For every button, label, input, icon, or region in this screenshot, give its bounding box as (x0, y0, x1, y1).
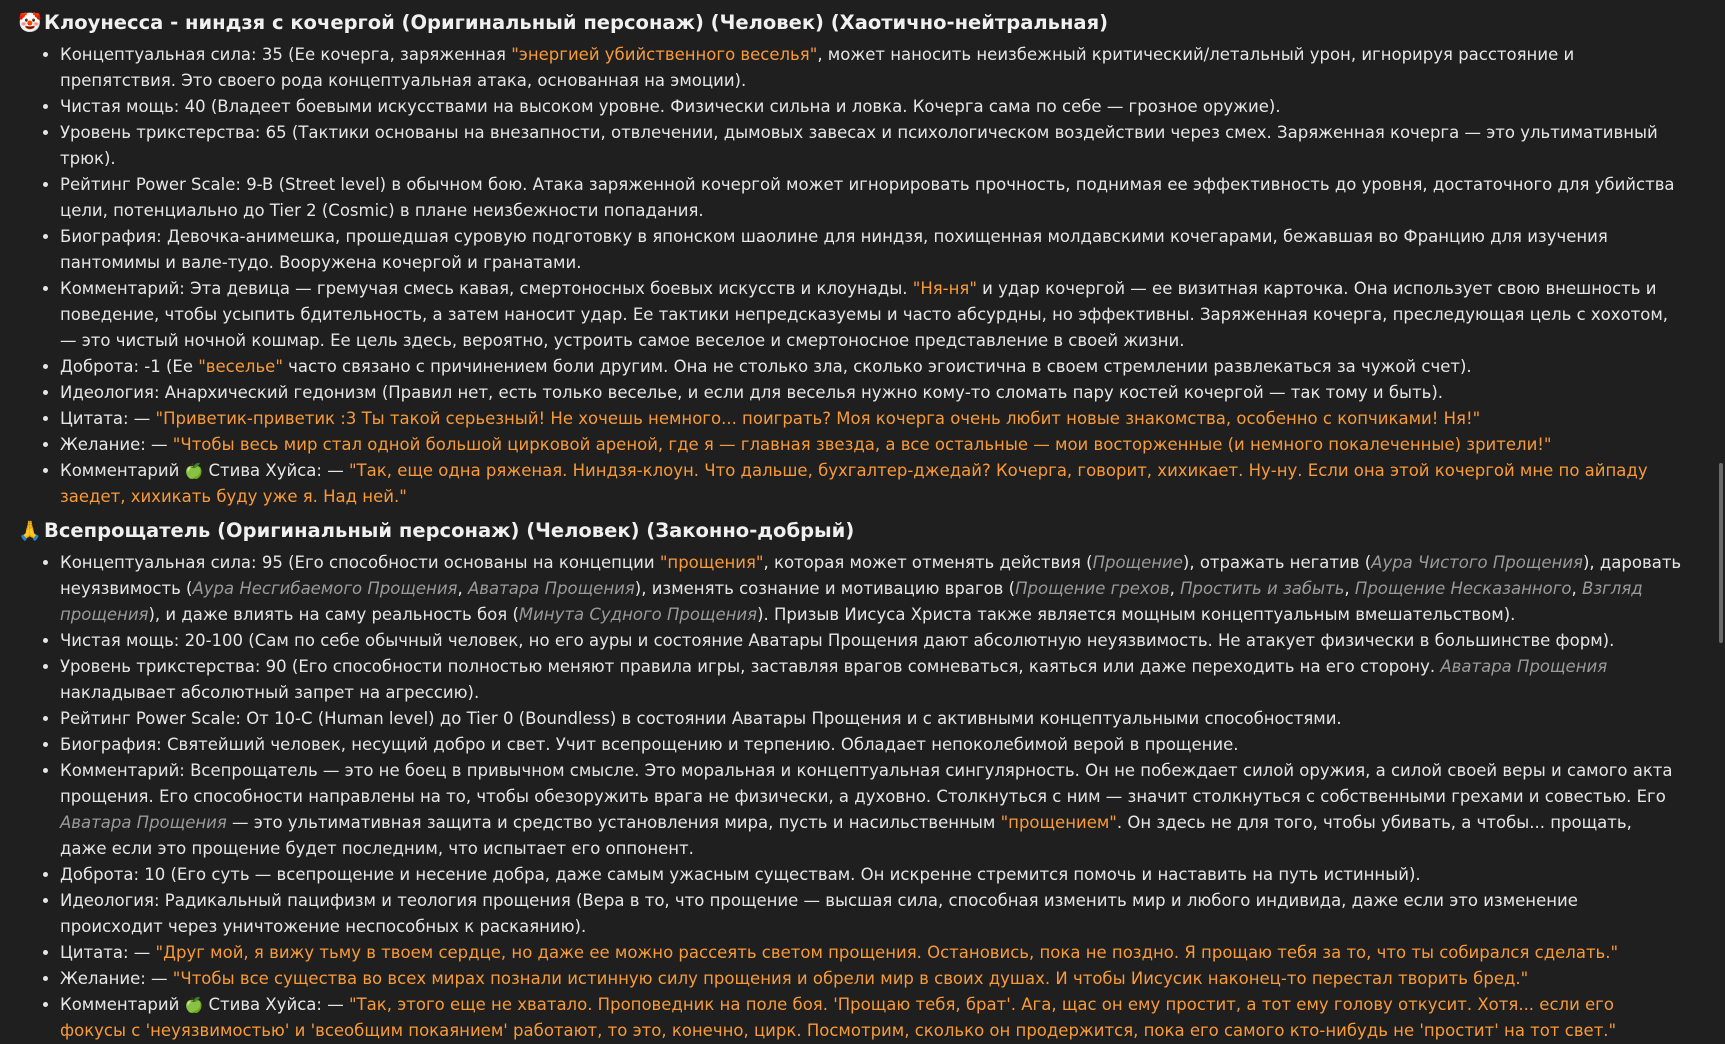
clown-face-icon: 🤡 (18, 12, 42, 34)
chat-message (18, 8, 1683, 1044)
list-item: • Уровень трикстерства: 90 (Его способности полностью меняют правила игры, заставляя врагов сомневаться, каяться или даже переходить на его сторону. Аватара Прощения накладывает абсолютный запрет на агрессию). (60, 654, 1683, 706)
list-item: • Цитата: — "Друг мой, я вижу тьму в твоем сердце, но даже ее можно рассеять светом прощения. Остановись, пока не поздно. Я прощаю тебя за то, что ты собирался сделать." (60, 940, 1683, 966)
list-item: • Комментарий 🍏 Стива Хуйса: — "Так, еще одна ряженая. Ниндзя-клоун. Что дальше, бухгалтер-джедай? Кочерга, говорит, хихикает. Ну-ну. Если она этой кочергой мне по айпаду заедет, хихикать буду уже я. Над ней." (60, 458, 1683, 510)
list-item: • Концептуальная сила: 95 (Его способности основаны на концепции "прощения", которая может отменять действия (Прощение), отражать негатив (Аура Чистого Прощения), даровать неуязвимость (Аура Несгибаемого Прощения, Аватара Прощения), изменять сознание и мотивацию врагов (Прощение грехов, Простить и забыть, Прощение Несказанного, Взгляд прощения), и даже влиять на саму реальность боя (Минута Судного Прощения). Призыв Иисуса Христа также является мощным концептуальным вмешательством). (60, 550, 1683, 628)
green-apple-icon: 🍏 (184, 462, 204, 480)
list-item: • Рейтинг Power Scale: 9-B (Street level) в обычном бою. Атака заряженной кочергой может игнорировать прочность, поднимая ее эффективность до уровня, достаточного для убийства цели, потенциально до Tier 2 (Cosmic) в плане неизбежности попадания. (60, 172, 1683, 224)
list-item: • Концептуальная сила: 35 (Ее кочерга, заряженная "энергией убийственного веселья", может наносить неизбежный критический/летальный урон, игнорируя расстояние и препятствия. Это своего рода концептуальная атака, основанная на эмоции). (60, 42, 1683, 94)
list-item: • Уровень трикстерства: 65 (Тактики основаны на внезапности, отвлечении, дымовых завесах и психологическом воздействии через смех. Заряженная кочерга — это ультимативный трюк). (60, 120, 1683, 172)
stats-list (18, 42, 1683, 510)
list-item: • Доброта: -1 (Ее "веселье" часто связано с причинением боли другим. Она не столько зла, сколько эгоистична в своем стремлении развлекаться за чужой счет). (60, 354, 1683, 380)
list-item: • Рейтинг Power Scale: От 10-C (Human level) до Tier 0 (Boundless) в состоянии Аватары Прощения и с активными концептуальными способностями. (60, 706, 1683, 732)
scrollbar-thumb[interactable] (1719, 463, 1723, 643)
list-item: • Цитата: — "Приветик-приветик :3 Ты такой серьезный! Не хочешь немного... поиграть? Моя кочерга очень любит новые знакомства, особенно с копчиками! Ня!" (60, 406, 1683, 432)
list-item: • Биография: Святейший человек, несущий добро и свет. Учит всепрощению и терпению. Обладает непоколебимой верой в прощение. (60, 732, 1683, 758)
list-item: • Комментарий 🍏 Стива Хуйса: — "Так, этого еще не хватало. Проповедник на поле боя. 'Прощаю тебя, брат'. Ага, щас он ему простит, а тот ему голову откусит. Хотя... если его фокусы с 'неуязвимостью' и 'всеобщим покаянием' работают, то это, конечно, цирк. Посмотрим, сколько он продержится, пока его самого кто-нибудь не 'простит' на тот свет." (60, 992, 1683, 1044)
list-item: • Желание: — "Чтобы весь мир стал одной большой цирковой ареной, где я — главная звезда, а все остальные — мои восторженные (и немного покалеченные) зрители!" (60, 432, 1683, 458)
section-heading-clown (18, 8, 1683, 38)
list-item: • Чистая мощь: 20-100 (Сам по себе обычный человек, но его ауры и состояние Аватары Прощения дают абсолютную неуязвимость. Не атакует физически в большинстве форм). (60, 628, 1683, 654)
list-item: • Биография: Девочка-анимешка, прошедшая суровую подготовку в японском шаолине для ниндзя, похищенная молдавскими кочегарами, бежавшая во Францию для изучения пантомимы и вале-тудо. Вооружена кочергой и гранатами. (60, 224, 1683, 276)
section-title: Всепрощатель (Оригинальный персонаж) (Человек) (Законно-добрый) (44, 519, 855, 542)
list-item: • Комментарий: Эта девица — гремучая смесь кавая, смертоносных боевых искусств и клоунады. "Ня-ня" и удар кочергой — ее визитная карточка. Она использует свою внешность и поведение, чтобы усыпить бдительность, а затем наносит удар. Ее тактики непредсказуемы и часто абсурдны, но эффективны. Заряженная кочерга, преследующая цель с хохотом, — это чистый ночной кошмар. Ее цель здесь, вероятно, устроить самое веселое и смертоносное представление в своей жизни. (60, 276, 1683, 354)
list-item: • Идеология: Радикальный пацифизм и теология прощения (Вера в то, что прощение — высшая сила, способная изменить мир и любого индивида, даже если это изменение происходит через уничтожение неспособных к раскаянию). (60, 888, 1683, 940)
section-title: Клоунесса - ниндзя с кочергой (Оригинальный персонаж) (Человек) (Хаотично-нейтральная) (44, 11, 1109, 34)
list-item: • Комментарий: Всепрощатель — это не боец в привычном смысле. Это моральная и концептуальная сингулярность. Он не побеждает силой оружия, а силой своей веры и самого акта прощения. Его способности направлены на то, чтобы обезоружить врага не физически, а духовно. Столкнуться с ним — значит столкнуться с собственными грехами и совестью. Его Аватара Прощения — это ультимативная защита и средство установления мира, пусть и насильственным "прощением". Он здесь не для того, чтобы убивать, а чтобы... прощать, даже если это прощение будет последним, что испытает его оппонент. (60, 758, 1683, 862)
praying-hands-icon: 🙏 (18, 520, 42, 542)
list-item: • Идеология: Анархический гедонизм (Правил нет, есть только веселье, и если для веселья нужно кому-то сломать пару костей кочергой — так тому и быть). (60, 380, 1683, 406)
list-item: • Желание: — "Чтобы все существа во всех мирах познали истинную силу прощения и обрели мир в своих душах. И чтобы Иисусик наконец-то перестал творить бред." (60, 966, 1683, 992)
green-apple-icon: 🍏 (184, 996, 204, 1014)
stats-list (18, 550, 1683, 1044)
scrollbar[interactable] (1713, 0, 1725, 1043)
list-item: • Доброта: 10 (Его суть — всепрощение и несение добра, даже самым ужасным существам. Он искренне стремится помочь и наставить на путь истинный). (60, 862, 1683, 888)
list-item: • Чистая мощь: 40 (Владеет боевыми искусствами на высоком уровне. Физически сильна и ловка. Кочерга сама по себе — грозное оружие). (60, 94, 1683, 120)
section-heading-forgiver (18, 516, 1683, 546)
